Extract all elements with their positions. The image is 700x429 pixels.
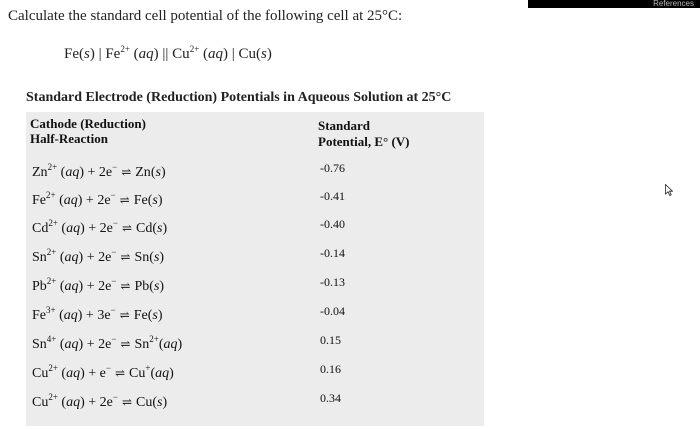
product-state: aq (163, 337, 178, 352)
reactant-ion: Sn (32, 250, 47, 265)
product-state: s (152, 193, 158, 208)
reactant-charge: 2+ (48, 392, 58, 402)
product: Fe (133, 308, 148, 323)
cell-charge: 2+ (189, 44, 200, 54)
product-state: s (157, 395, 163, 410)
plus-sign: + (88, 366, 97, 381)
table-row (26, 358, 484, 386)
header-line: Half-Reaction (30, 131, 108, 146)
electrons: 2e (98, 165, 113, 180)
plus-sign: + (88, 221, 97, 236)
equilibrium-arrow-icon: ⇌ (120, 337, 131, 351)
reactant-charge: 2+ (48, 218, 58, 228)
plus-sign: + (85, 308, 94, 323)
aq-state: aq (64, 250, 79, 265)
product-state: s (153, 250, 160, 265)
equilibrium-arrow-icon: ⇌ (121, 395, 133, 409)
header-line: Potential, E° (V) (318, 134, 410, 149)
equilibrium-arrow-icon: ⇌ (121, 221, 133, 235)
product-state: aq (155, 366, 170, 381)
potential-value: -0.76 (320, 161, 345, 175)
header-line: Cathode (Reduction) (30, 116, 146, 131)
potential-header (318, 118, 410, 150)
aq-state: aq (65, 165, 80, 180)
reactant-ion: Zn (32, 165, 48, 180)
cathode-header (30, 116, 146, 146)
aq-state: aq (64, 337, 79, 352)
product-state: s (153, 279, 160, 294)
table-row (26, 271, 484, 299)
half-reaction: $Cd^{2+}$ (aq) + 2e− ⇌ Cd(s) (32, 218, 168, 236)
electrons: 2e (97, 193, 111, 208)
reactant-ion: Sn (32, 337, 47, 352)
product-charge: + (145, 363, 151, 373)
product-state: s (152, 308, 158, 323)
cell-charge: 2+ (120, 44, 130, 54)
electrons: 2e (98, 279, 112, 294)
reactant-charge: 2+ (48, 363, 58, 373)
table-row (26, 157, 484, 185)
plus-sign: + (88, 395, 97, 410)
reactant-ion: Pb (32, 279, 47, 294)
equilibrium-arrow-icon: ⇌ (114, 366, 126, 380)
cell-part: ) | Fe (89, 46, 121, 62)
half-reaction: $Fe^{2+}$ (aq) + 2e− ⇌ Fe(s) (32, 190, 163, 208)
cell-part: ) | Cu( (223, 46, 262, 62)
half-reaction: $Pb^{2+}$ (aq) + 2e− ⇌ Pb(s) (32, 276, 165, 294)
potential-value: -0.14 (320, 246, 345, 260)
electron-charge: − (105, 363, 111, 373)
plus-sign: + (85, 193, 94, 208)
equilibrium-arrow-icon: ⇌ (120, 279, 131, 293)
electron-charge: − (112, 392, 118, 402)
reactant-charge: 2+ (46, 276, 57, 286)
electrons: 2e (99, 395, 113, 410)
potential-value: 0.15 (320, 333, 341, 347)
product: Cd (136, 221, 153, 236)
table-row (26, 213, 484, 241)
electrons: 2e (98, 337, 112, 352)
cell-part: Fe( (64, 46, 84, 62)
reactant-charge: 2+ (46, 190, 56, 200)
cell-part: s (261, 46, 267, 62)
potential-value: 0.16 (320, 362, 341, 376)
potential-value: -0.41 (320, 189, 345, 203)
plus-sign: + (86, 337, 95, 352)
table-row (26, 387, 484, 415)
product-charge: 2+ (149, 334, 159, 344)
cell-part: ) (266, 46, 272, 62)
plus-sign: + (87, 165, 96, 180)
reactant-ion: Fe (32, 193, 46, 208)
half-reaction: $Sn^{2+}$ (aq) + 2e− ⇌ Sn(s) (32, 247, 165, 265)
half-reaction: $Cu^{2+}$ (aq) + e− ⇌ Cu+(aq) (32, 363, 174, 381)
reactant-ion: Cu (32, 366, 49, 381)
product-state: s (157, 221, 163, 236)
electrons: 2e (98, 250, 112, 265)
aq-state: aq (63, 193, 78, 208)
reactant-charge: 3+ (46, 305, 56, 315)
references-tab[interactable]: References (528, 0, 700, 8)
cell-notation: Fe(s) | $Fe^{2+}$ (aq) || $Cu^{2+}$ (aq) | Cu(s) (64, 44, 272, 62)
cell-part: aq (138, 46, 154, 62)
product: Cu (129, 366, 146, 381)
product-state: s (155, 165, 161, 180)
equilibrium-arrow-icon: ⇌ (120, 250, 131, 264)
electron-charge: − (112, 162, 118, 172)
half-reaction: $Zn^{2+}$ (aq) + 2e− ⇌ Zn(s) (32, 162, 166, 180)
equilibrium-arrow-icon: ⇌ (119, 193, 130, 207)
cell-part: aq (208, 46, 224, 62)
table-title: Standard Electrode (Reduction) Potentials in Aqueous Solution at 25°C (26, 90, 452, 105)
electron-charge: − (111, 276, 117, 286)
potentials-table (26, 112, 484, 426)
reactant-ion: Cu (32, 395, 49, 410)
table-row (26, 185, 484, 213)
product: Pb (134, 279, 150, 294)
reactant-ion: Fe (32, 308, 46, 323)
electron-charge: − (110, 305, 116, 315)
reactant-charge: 4+ (46, 334, 57, 344)
product: Sn (134, 250, 150, 265)
product: Fe (133, 193, 148, 208)
table-row (26, 329, 484, 357)
cell-part: || Cu (158, 46, 190, 62)
question-text: Calculate the standard cell potential of the following cell at 25°C: (8, 8, 403, 24)
mouse-cursor-icon (665, 184, 673, 196)
aq-state: aq (66, 366, 81, 381)
half-reaction: $Fe^{3+}$ (aq) + 3e− ⇌ Fe(s) (32, 305, 163, 323)
reactant-charge: 2+ (47, 162, 58, 172)
aq-state: aq (63, 308, 78, 323)
electrons: 2e (99, 221, 113, 236)
electron-charge: − (112, 218, 118, 228)
product: Cu (136, 395, 153, 410)
equilibrium-arrow-icon: ⇌ (119, 308, 130, 322)
plus-sign: + (86, 250, 95, 265)
equilibrium-arrow-icon: ⇌ (121, 165, 132, 179)
electrons: 3e (97, 308, 111, 323)
electron-charge: − (111, 247, 117, 257)
half-reaction: $Sn^{4+}$ (aq) + 2e− ⇌ $Sn^{2+}(aq)$ (32, 334, 183, 352)
aq-state: aq (66, 221, 81, 236)
potential-value: -0.13 (320, 275, 345, 289)
reactant-ion: Cd (32, 221, 49, 236)
half-reaction: $Cu^{2+}$ (aq) + 2e− ⇌ Cu(s) (32, 392, 168, 410)
plus-sign: + (86, 279, 95, 294)
aq-state: aq (66, 395, 81, 410)
potential-value: -0.40 (320, 217, 345, 231)
table-row (26, 300, 484, 328)
electron-charge: − (111, 334, 117, 344)
cell-part: s (84, 46, 90, 62)
potential-value: 0.34 (320, 391, 341, 405)
aq-state: aq (64, 279, 79, 294)
product: Zn (135, 165, 151, 180)
electron-charge: − (110, 190, 116, 200)
potential-value: -0.04 (320, 304, 345, 318)
reactant-charge: 2+ (46, 247, 57, 257)
product: Sn (134, 337, 150, 352)
table-row (26, 242, 484, 270)
electrons: e (99, 366, 106, 381)
header-line: Standard (318, 118, 371, 133)
